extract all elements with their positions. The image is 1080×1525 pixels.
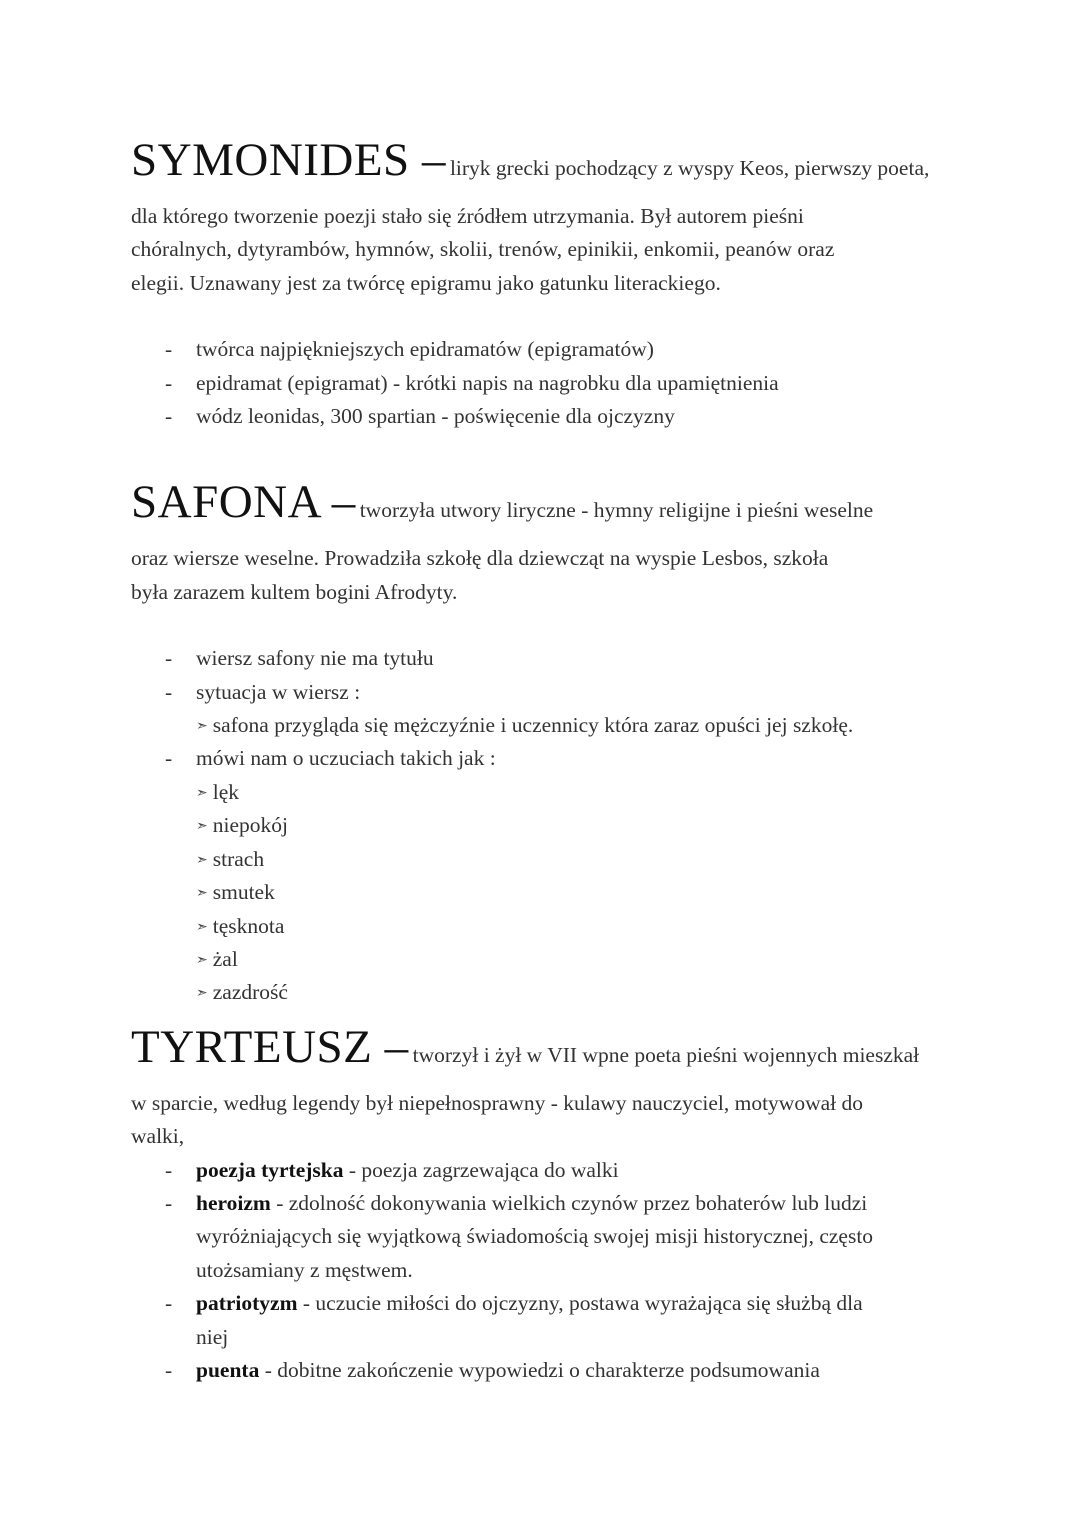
sub-item: [131, 876, 961, 909]
dash-bullet-icon: -: [165, 404, 173, 429]
intro-line: dla którego tworzenie poezji stało się źródłem utrzymania. Był autorem pieśni: [131, 204, 804, 228]
list-item: [131, 742, 961, 775]
definition: - dobitne zakończenie wypowiedzi o charakterze podsumowania: [259, 1357, 820, 1382]
sub-item-text: zazdrość: [212, 980, 288, 1005]
dash-bullet-icon: -: [165, 646, 173, 671]
sub-item-text: tęsknota: [212, 913, 285, 938]
intro-line: elegii. Uznawany jest za twórcę epigramu jako gatunku literackiego.: [131, 270, 721, 295]
intro-paragraph: [131, 542, 961, 609]
document-page: [131, 0, 961, 1387]
dash-bullet-icon: -: [165, 746, 173, 771]
sub-item: [131, 809, 961, 842]
intro-first-line: tworzył i żył w VII wpne poeta pieśni wojennych mieszkał: [412, 1042, 920, 1067]
item-text: wiersz safony nie ma tytułu: [196, 646, 434, 671]
sub-item: [131, 709, 961, 742]
dash-bullet-icon: -: [165, 337, 173, 362]
intro-paragraph: [131, 1087, 961, 1154]
arrow-bullet-icon: ➣: [196, 886, 208, 902]
dash-bullet-icon: -: [165, 679, 173, 704]
sub-item: [131, 976, 961, 1009]
heading-symonides: SYMONIDES –: [131, 134, 446, 186]
heading-tyrteusz: TYRTEUSZ –: [131, 1020, 409, 1073]
intro-first-line: liryk grecki pochodzący z wyspy Keos, pierwszy poeta,: [449, 156, 930, 180]
list-item: [131, 400, 961, 433]
item-text: wódz leonidas, 300 spartian - poświęcenie dla ojczyzny: [196, 404, 675, 429]
dash-bullet-icon: -: [165, 1291, 173, 1316]
arrow-bullet-icon: ➣: [196, 852, 208, 868]
intro-line: w sparcie, według legendy był niepełnosprawny - kulawy nauczyciel, motywował do: [131, 1090, 863, 1115]
sub-item: [131, 843, 961, 876]
section-tyrteusz: [131, 1022, 961, 1388]
intro-line: chóralnych, dytyrambów, hymnów, skolii, trenów, epinikii, enkomii, peanów oraz: [131, 237, 835, 262]
arrow-bullet-icon: ➣: [196, 719, 208, 735]
sub-item-text: lęk: [212, 779, 240, 804]
sub-item: [131, 910, 961, 943]
heading-safona: SAFONA –: [131, 476, 356, 529]
bullet-list: [131, 642, 961, 709]
definition-continuation: utożsamiany z męstwem.: [196, 1257, 413, 1282]
list-item: [131, 1154, 961, 1187]
sub-item: [131, 943, 961, 976]
arrow-bullet-icon: ➣: [196, 785, 208, 801]
definition-continuation: wyróżniających się wyjątkową świadomością swojej misji historycznej, często: [196, 1224, 874, 1249]
section-symonides: [131, 135, 961, 433]
term: poezja tyrtejska: [196, 1157, 344, 1182]
list-item: [131, 333, 961, 366]
sub-item-text: strach: [212, 846, 265, 871]
sub-item: [131, 776, 961, 809]
intro-line: oraz wiersze weselne. Prowadziła szkołę dla dziewcząt na wyspie Lesbos, szkoła: [131, 546, 829, 571]
intro-paragraph: [131, 200, 961, 300]
list-item: [131, 367, 961, 400]
arrow-bullet-icon: ➣: [196, 919, 208, 935]
list-item: [131, 1187, 961, 1287]
arrow-bullet-icon: ➣: [196, 952, 208, 968]
section-safona: [131, 477, 961, 1009]
arrow-bullet-icon: ➣: [196, 819, 208, 835]
list-item: [131, 642, 961, 675]
feelings-list: [131, 776, 961, 1010]
sub-item-text: żal: [212, 946, 238, 971]
definition-continuation: niej: [196, 1324, 229, 1349]
arrow-bullet-icon: ➣: [196, 986, 208, 1002]
intro-line: była zarazem kultem bogini Afrodyty.: [131, 579, 458, 604]
item-text: twórca najpiękniejszych epidramatów (epigramatów): [196, 337, 654, 362]
definition-list: [131, 1154, 961, 1388]
term: patriotyzm: [196, 1291, 298, 1316]
dash-bullet-icon: -: [165, 1190, 173, 1215]
definition: - zdolność dokonywania wielkich czynów przez bohaterów lub ludzi: [270, 1190, 868, 1215]
sub-item-text: safona przygląda się mężczyźnie i uczennicy która zaraz opuści jej szkołę.: [212, 713, 854, 738]
term: heroizm: [196, 1190, 271, 1215]
definition: - uczucie miłości do ojczyzny, postawa wyrażająca się służbą dla: [297, 1291, 863, 1316]
term: puenta: [196, 1357, 260, 1382]
item-text: mówi nam o uczuciach takich jak :: [196, 746, 496, 771]
definition: - poezja zagrzewająca do walki: [343, 1157, 619, 1182]
bullet-list: [131, 333, 961, 433]
list-item: [131, 1354, 961, 1387]
sub-item-text: niepokój: [212, 813, 288, 838]
bullet-list: [131, 742, 961, 775]
item-text: sytuacja w wiersz :: [196, 679, 361, 704]
list-item: [131, 676, 961, 709]
dash-bullet-icon: -: [165, 1357, 173, 1382]
dash-bullet-icon: -: [165, 1157, 173, 1182]
dash-bullet-icon: -: [165, 370, 173, 395]
item-text: epidramat (epigramat) - krótki napis na nagrobku dla upamiętnienia: [196, 370, 779, 395]
list-item: [131, 1287, 961, 1354]
sub-item-text: smutek: [212, 880, 275, 905]
intro-line: walki,: [131, 1124, 185, 1149]
intro-first-line: tworzyła utwory liryczne - hymny religijne i pieśni weselne: [359, 498, 874, 523]
